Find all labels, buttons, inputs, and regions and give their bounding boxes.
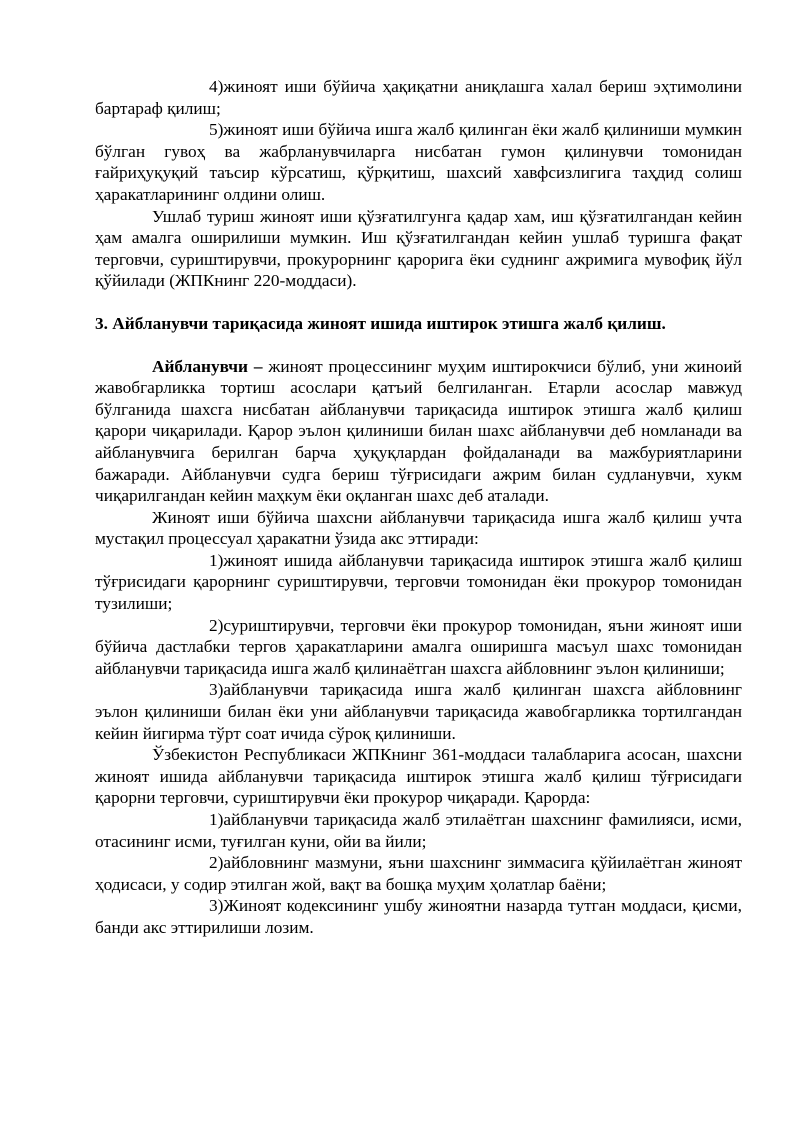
paragraph-detention: Ушлаб туриш жиноят иши қўзғатилгунга қадар хам, иш қўзғатилгандан кейин ҳам амалга оширилиши мумкин. Иш қўзғатилгандан кейин ушлаб туришга фақат терговчи, суриштирувчи, прокурорнинг қарорига ёки суднинг ажримига мувофиқ йўл қўйилади (ЖПКнинг 220-моддаси).	[95, 206, 742, 291]
list-text: айбловнинг мазмуни, яъни шахснинг зиммасига қўйилаётган жиноят ҳодисаси, у содир этилган жой, вақт ва бошқа муҳим ҳолатлар баёни;	[95, 853, 742, 894]
list-text: айбланувчи тариқасида ишга жалб қилинган шахсга айбловнинг эълон қилиниши билан ёки уни айбланувчи тариқасида жавобгарликка тортилгандан кейин йигирма тўрт соат ичида сўроқ қилиниши.	[95, 680, 742, 743]
section-heading: 3. Айбланувчи тариқасида жиноят ишида иштирок этишга жалб қилиш.	[95, 313, 666, 333]
list-item	[95, 550, 742, 615]
list-text: жиноят ишида айбланувчи тариқасида иштирок этишга жалб қилиш тўғрисидаги қарорнинг суриштирувчи, терговчи томонидан ёки прокурор томонидан тузилиши;	[95, 550, 742, 614]
list-number: 1)	[209, 810, 224, 829]
list-item	[95, 679, 742, 744]
list-text: айбланувчи тариқасида жалб этилаётган шахснинг фамилияси, исми, отасининг исми, туғилган куни, ойи ва йили;	[95, 810, 742, 851]
list-text: жиноят иши бўйича ҳақиқатни аниқлашга халал бериш эҳтимолини бартараф қилиш;	[95, 77, 742, 118]
document-page	[95, 76, 742, 939]
list-number: 3)	[209, 896, 224, 916]
list-text: Жиноят кодексининг ушбу жиноятни назарда тутган моддаси, қисми, банди акс эттирилиши лозим.	[95, 896, 742, 937]
list-item	[95, 76, 742, 119]
list-number: 3)	[209, 680, 224, 700]
list-item	[95, 895, 742, 938]
list-number: 2)	[209, 615, 224, 635]
term-accused: Айбланувчи –	[152, 356, 263, 376]
list-text: жиноят иши бўйича ишга жалб қилинган ёки жалб қилиниши мумкин бўлган гувоҳ ва жабрланувчиларга нисбатан гумон қилинувчи томонидан ғайриҳуқуқий таъсир кўрсатиш, қўрқитиш, шахсий хавфсизлигига таҳдид солиш ҳаракатларининг олдини олиш.	[95, 120, 742, 204]
list-number: 4)	[209, 77, 224, 96]
list-number: 1)	[209, 550, 224, 570]
paragraph-accused	[95, 356, 742, 507]
paragraph-accused-text: жиноят процессининг муҳим иштирокчиси бўлиб, уни жиноий жавобгарликка тортиш асослари қатъий белгиланган. Етарли асослар мавжуд бўлганида шахсга нисбатан айбланувчи тариқасида иштирок этишга жалб қилиш қарори чиқарилади. Қарор эълон қилиниши билан шахс айбланувчи деб номланади ва айбланувчига берилган барча ҳуқуқлардан фойдаланади ва мажбуриятларини бажаради. Айбланувчи судга бериш тўғрисидаги ажрим билан судланувчи, хукм чиқарилгандан кейин маҳкум ёки оқланган шахс деб аталади.	[95, 356, 742, 506]
list-item	[95, 852, 742, 895]
list-number: 5)	[209, 120, 224, 140]
list-number: 2)	[209, 853, 224, 873]
list-item	[95, 119, 742, 205]
paragraph-independent-actions: Жиноят иши бўйича шахсни айбланувчи тариқасида ишга жалб қилиш учта мустақил процессуал ҳаракатни ўзида акс эттиради:	[95, 507, 742, 549]
paragraph-article-361: Ўзбекистон Республикаси ЖПКнинг 361-моддаси талабларига асосан, шахсни жиноят ишида айбланувчи тариқасида иштирок этишга жалб қилиш тўғрисидаги қарорни терговчи, суриштирувчи ёки прокурор чиқаради. Қарорда:	[95, 745, 742, 808]
list-item	[95, 615, 742, 680]
list-item	[95, 809, 742, 852]
list-text: суриштирувчи, терговчи ёки прокурор томонидан, яъни жиноят иши бўйича дастлабки тергов ҳаракатларини амалга оширишга масъул шахс томонидан айбланувчи тариқасида ишга жалб қилинаётган шахсга айбловнинг эълон қилиниши;	[95, 615, 742, 678]
